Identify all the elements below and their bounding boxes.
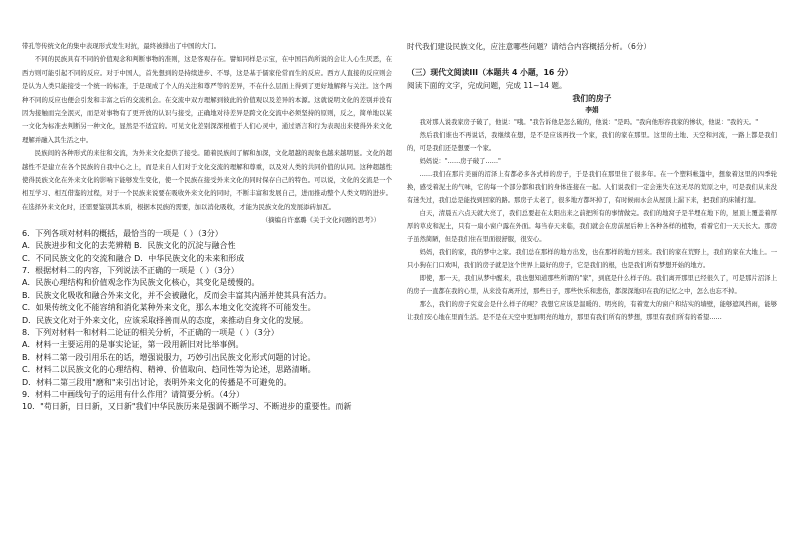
story-paragraph: ……我们在那片美丽的沼泽上有都必多各式样的房子，于是我们在那里住了很多年。在一个塑料帐篷中，想象着这里的四季轮换，感受着泥土的气味，它的每一个部分都和我们的身体连接在一起。人们说我们一定会迷失在这无尽的荒原之中，可是我们从来没有迷失过，我们总是能找到回家的路。那房子太老了，很多地方都坏掉了，有时候雨水会从屋顶上漏下来，把我们的床铺打湿。	[407, 170, 777, 204]
story-paragraph: 那么，我们的房子究竟会是什么样子的呢？我想它应该是温暖的、明亮的，有着宽大的窗户和结实的墙壁，能够遮风挡雨，能够让我们安心地在里面生活。是不是在天空中更加明亮的地方，那里有我们所有的梦想，那里有我们所有的希望……	[407, 301, 777, 322]
story-author: 李娟	[585, 105, 599, 114]
question-9: 9．材料二中画线句子的运用有什么作用？请简要分析。（4分）	[22, 389, 245, 399]
story-title: 我们的房子	[572, 93, 612, 103]
q8-option-a: A．材料一主要运用的是事实论证，第一段用新旧对比举事例。	[22, 340, 244, 350]
story-paragraph: 然后我们谁也不再说话，我继续在想，是不是应该再找一个家，我们的家在那里。这里的土地、天空和河流，一路上都是我们的，可是我们还是想要一个家。	[407, 131, 777, 152]
q7-option-c: C．如果传统文化不能容纳和消化某种外来文化，那么本地文化交流将不可能发生。	[22, 303, 316, 313]
q8-option-b: B．材料二第一段引用乐在的话，增强说服力，巧妙引出民族文化形式问题的讨论。	[22, 352, 316, 362]
right-column	[407, 40, 777, 324]
question-6: 6．下列各项对材料的概括，最恰当的一项是（ ）（3分）	[22, 228, 223, 238]
nation-paragraph: 民族间的各种形式的来往和交流，为外来文化提供了接受。随着民族间了解和加深，文化超越的现象也越来越明显。文化的超越性不是建立在各个民族的自我中心之上，而是来自人们对于文化交流的理解和尊重，以及对人类的共同价值的认同。这种超越性使得民族文化在外来文化的影响下能够发生变化，使一个民族在接受外来文化的同时保存自己的特色。可以说，文化的交流是一个相互学习、相互借鉴的过程，对于一个民族来说要在吸收外来文化的同时，不断丰富和发展自己，进而推动整个人类文明的进步。在选择外来文化时，还需要鉴别其本质，根据本民族的需要，加以消化吸收，才能为民族文化的发展添砖加瓦。	[22, 149, 392, 211]
compare-paragraph: 不同的民族具有不同的价值观念和判断事物的准则，这是客观存在。譬如同样是示宝，在中国吕尚所说的会让人心生厌恶，在西方则可能引起不同的反应。对于中国人，首先想到的是持续进步、不辱，这是基于儒家伦常而生的反应。西方人直接的反应则会是认为人类只能接受一个统一的标准，于是现成了个人的关注和尊严等的差异，不在什么层面上得到了更好地解释与关注。这个两种不同的反应也便会引发和丰富之后的交流机会。在交流中双方理解到彼此的价值观以及差异的本源。这就说明文化的差别并没有因为接触而完全泯灭，而是对事物有了更开放的认识与接受，正确地对待差异是跨文化交流中必须坚持的原则，反之，简单地以某一文化为标准去判断另一种文化，显然是不适宜的。可见文化差别深深根植于人们心灵中，通过语言和行为表现出来使得外来文化理解并融入其生活之中。	[22, 55, 392, 144]
q7-option-a: A．民族心理结构和价值观念作为民族文化核心，其变化是缓慢的。	[22, 278, 260, 288]
reading-instruction: 阅读下面的文字，完成问题，完成 11~14 题。	[407, 81, 567, 91]
q6-option: C．不同民族文化的交流和融合 D．中华民族文化的未来和形成	[22, 253, 245, 263]
q8-option-c: C．材料二以民族文化的心理结构、精神、价值取向、趋同性等为论述，思路清晰。	[22, 365, 316, 375]
story-paragraph: 妈妈，我们的家，我的梦中之家。我们总在那样的地方出发，也在那样的地方回来。我们的家在荒野上，我们的家在大地上。一只小狗在门口欢叫，我们的房子就是这个世界上最好的房子，它是我们的根，也是我们所有梦想开始的地方。	[407, 249, 777, 270]
question-7: 7．根据材料二的内容，下列说法不正确的一项是（ ）（3分）	[22, 265, 239, 275]
q7-option-d: D．民族文化对于外来文化，应该采取择善而从的态度，来推动自身文化的发展。	[22, 315, 309, 325]
question-10: 10．"苟日新，日日新，又日新"我们中华民族历来是强调不断学习、不断进步的重要性。而新	[22, 402, 352, 412]
story-paragraph: 我对那人说我家房子破了，他说："哦。"我告诉他是怎么破的，他说："是吗。"我向他形容我家的惨状，他说："我的天。"	[419, 118, 759, 126]
q6-option: A．民族进步和文化的去芜辨精 B．民族文化的沉淀与融合性	[22, 241, 236, 251]
story-paragraph: 妈妈说："……房子破了……"	[419, 157, 501, 165]
story-paragraph: 即使，那一天，我们从梦中醒来，我也想知道那些所谓的"家"，到底是什么样子的。我们离开那里已经很久了，可是那片沼泽上的房子一直都在我的心里，从来没有离开过，那些日子，那些快乐和悲伤，都深深地印在我的记忆之中，怎么也忘不掉。	[407, 275, 777, 296]
intro-paragraph: 带孔等传统文化的集中表现形式发生对抗，最终被排出了中国的大门。	[22, 42, 221, 50]
question-10-continued: 时代我们建设民族文化，应注意哪些问题？请结合内容概括分析。（6分）	[407, 42, 652, 51]
story-paragraph: 白天，清晨五六点天就大亮了，我们总要赶在太阳出来之前把所有的事情做完。我们的地窝子是半埋在地下的，屋顶上覆盖着厚厚的草皮和泥土，只有一扇小窗户露在外面。每当春天来临，我们就会在房前屋后种上各种各样的植物，看着它们一天天长大。那房子虽然简陋，但是我们住在里面很舒服，很安心。	[407, 209, 777, 244]
q8-option-d: D．材料二第三段用"磨和"来引出讨论，表明外来文化的传播是不可避免的。	[22, 377, 292, 387]
section-heading: （三）现代文阅读III（本题共 4 小题，16 分）	[407, 68, 573, 78]
left-column	[22, 40, 392, 414]
source-citation: （摘编自许嘉璐《关于文化问题的思考》）	[261, 216, 380, 225]
question-8: 8．下列对材料一和材料二论证的相关分析，不正确的一项是（ ）（3分）	[22, 327, 279, 337]
q7-option-b: B．民族文化吸收和融合外来文化，并不会被融化，反而会丰富其内涵并使其具有活力。	[22, 290, 332, 300]
